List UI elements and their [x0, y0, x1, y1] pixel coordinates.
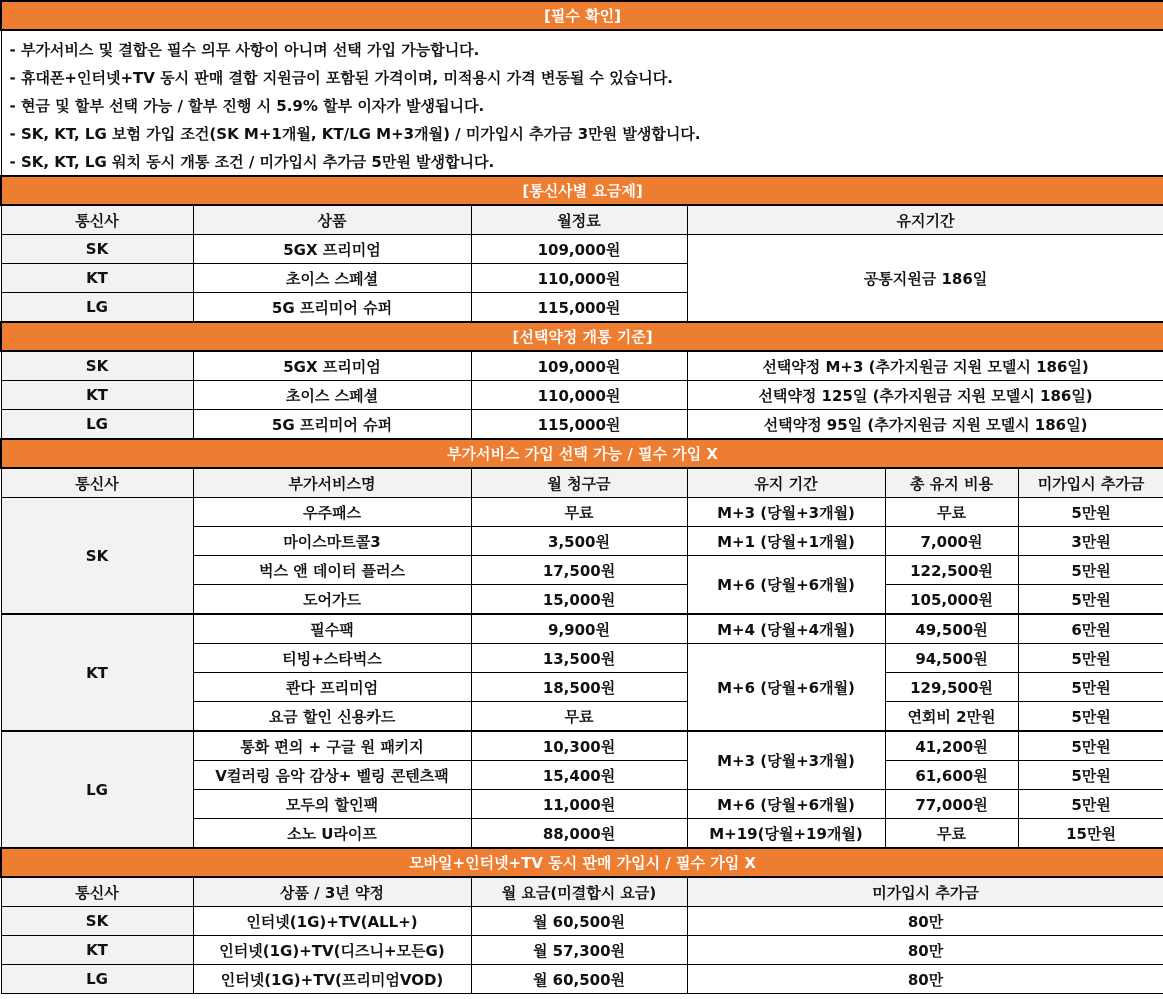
addon-penalty: 5만원: [1018, 556, 1163, 585]
col-header-penalty: 미가입시 추가금: [687, 877, 1163, 907]
addon-monthly: 무료: [471, 498, 687, 527]
col-header-product: 상품 / 3년 약정: [193, 877, 471, 907]
addon-penalty: 5만원: [1018, 673, 1163, 702]
carrier-cell: KT: [1, 936, 193, 965]
penalty-cell: 80만: [687, 907, 1163, 936]
product-cell: 5GX 프리미엄: [193, 351, 471, 381]
addon-period: M+6 (당월+6개월): [687, 644, 885, 732]
addon-period: M+3 (당월+3개월): [687, 498, 885, 527]
col-header-monthly: 월 청구금: [471, 468, 687, 498]
addon-total: 94,500원: [885, 644, 1018, 673]
carrier-cell: LG: [1, 965, 193, 994]
carrier-cell: LG: [1, 293, 193, 323]
addon-name: 콴다 프리미엄: [193, 673, 471, 702]
table-row: [1, 907, 1163, 936]
col-header-carrier: 통신사: [1, 877, 193, 907]
product-cell: 5GX 프리미엄: [193, 235, 471, 264]
addon-name: 티빙+스타벅스: [193, 644, 471, 673]
carrier-cell: KT: [1, 614, 193, 731]
carrier-cell: LG: [1, 731, 193, 848]
addon-total: 연회비 2만원: [885, 702, 1018, 732]
carrier-cell: SK: [1, 351, 193, 381]
addon-name: V컬러링 음악 감상+ 벨링 콘텐츠팩: [193, 761, 471, 790]
product-cell: 초이스 스페셜: [193, 264, 471, 293]
table-row: [1, 936, 1163, 965]
notice-line: - 휴대폰+인터넷+TV 동시 판매 결합 지원금이 포함된 가격이며, 미적용시 가격 변동될 수 있습니다.: [1, 63, 1163, 91]
addon-monthly: 15,000원: [471, 585, 687, 615]
addon-monthly: 3,500원: [471, 527, 687, 556]
addon-period: M+6 (당월+6개월): [687, 556, 885, 615]
addon-penalty: 15만원: [1018, 819, 1163, 849]
carrier-cell: SK: [1, 907, 193, 936]
notice-line: - 현금 및 할부 선택 가능 / 할부 진행 시 5.9% 할부 이자가 발생됩니다.: [1, 91, 1163, 119]
addon-total: 61,600원: [885, 761, 1018, 790]
fee-cell: 115,000원: [471, 410, 687, 440]
addon-total: 41,200원: [885, 731, 1018, 761]
penalty-cell: 80만: [687, 936, 1163, 965]
addon-period: M+4 (당월+4개월): [687, 614, 885, 644]
table-row: [1, 498, 1163, 527]
col-header-period: 유지 기간: [687, 468, 885, 498]
addon-name: 도어가드: [193, 585, 471, 615]
addon-name: 마이스마트콜3: [193, 527, 471, 556]
table-row: [1, 351, 1163, 381]
addon-total: 122,500원: [885, 556, 1018, 585]
product-cell: 인터넷(1G)+TV(프리미엄VOD): [193, 965, 471, 994]
addons-title: 부가서비스 가입 선택 가능 / 필수 가입 X: [1, 439, 1163, 468]
addon-penalty: 6만원: [1018, 614, 1163, 644]
addon-penalty: 3만원: [1018, 527, 1163, 556]
col-header-carrier: 통신사: [1, 205, 193, 235]
addon-name: 소노 U라이프: [193, 819, 471, 849]
addon-penalty: 5만원: [1018, 761, 1163, 790]
fee-cell: 115,000원: [471, 293, 687, 323]
table-row: [1, 410, 1163, 440]
addon-total: 무료: [885, 819, 1018, 849]
col-header-penalty: 미가입시 추가금: [1018, 468, 1163, 498]
addon-name: 필수팩: [193, 614, 471, 644]
period-cell: 선택약정 95일 (추가지원금 지원 모델시 186일): [687, 410, 1163, 440]
product-cell: 5G 프리미어 슈퍼: [193, 293, 471, 323]
fee-cell: 월 60,500원: [471, 907, 687, 936]
col-header-period: 유지기간: [687, 205, 1163, 235]
addon-penalty: 5만원: [1018, 702, 1163, 732]
fee-cell: 109,000원: [471, 351, 687, 381]
addon-penalty: 5만원: [1018, 498, 1163, 527]
addon-name: 모두의 할인팩: [193, 790, 471, 819]
table-row: [1, 381, 1163, 410]
addon-total: 129,500원: [885, 673, 1018, 702]
addon-period: M+6 (당월+6개월): [687, 790, 885, 819]
product-cell: 인터넷(1G)+TV(ALL+): [193, 907, 471, 936]
addon-total: 무료: [885, 498, 1018, 527]
fee-cell: 109,000원: [471, 235, 687, 264]
addon-monthly: 10,300원: [471, 731, 687, 761]
col-header-carrier: 통신사: [1, 468, 193, 498]
addon-penalty: 5만원: [1018, 644, 1163, 673]
addon-period: M+19(당월+19개월): [687, 819, 885, 849]
carrier-cell: LG: [1, 410, 193, 440]
carrier-cell: KT: [1, 264, 193, 293]
addon-total: 7,000원: [885, 527, 1018, 556]
fee-cell: 월 57,300원: [471, 936, 687, 965]
carrier-cell: SK: [1, 235, 193, 264]
notice-line: - SK, KT, LG 워치 동시 개통 조건 / 미가입시 추가금 5만원 발생합니다.: [1, 147, 1163, 176]
addon-name: 벅스 앤 데이터 플러스: [193, 556, 471, 585]
fee-cell: 110,000원: [471, 264, 687, 293]
col-header-addon-name: 부가서비스명: [193, 468, 471, 498]
plans-title: [통신사별 요금제]: [1, 176, 1163, 205]
addon-monthly: 9,900원: [471, 614, 687, 644]
penalty-cell: 80만: [687, 965, 1163, 994]
addon-penalty: 5만원: [1018, 790, 1163, 819]
addon-period: M+1 (당월+1개월): [687, 527, 885, 556]
addon-monthly: 17,500원: [471, 556, 687, 585]
col-header-fee: 월 요금(미결합시 요금): [471, 877, 687, 907]
period-cell: 공통지원금 186일: [687, 235, 1163, 323]
col-header-fee: 월정료: [471, 205, 687, 235]
addon-total: 49,500원: [885, 614, 1018, 644]
table-row: [1, 731, 1163, 761]
bundle-title: 모바일+인터넷+TV 동시 판매 가입시 / 필수 가입 X: [1, 848, 1163, 877]
table-row: [1, 965, 1163, 994]
product-cell: 5G 프리미어 슈퍼: [193, 410, 471, 440]
addon-monthly: 15,400원: [471, 761, 687, 790]
carrier-cell: KT: [1, 381, 193, 410]
addon-monthly: 18,500원: [471, 673, 687, 702]
period-cell: 선택약정 125일 (추가지원금 지원 모델시 186일): [687, 381, 1163, 410]
addon-monthly: 13,500원: [471, 644, 687, 673]
addon-monthly: 11,000원: [471, 790, 687, 819]
addon-monthly: 무료: [471, 702, 687, 732]
selective-title: [선택약정 개통 기준]: [1, 322, 1163, 351]
fee-cell: 110,000원: [471, 381, 687, 410]
carrier-cell: SK: [1, 498, 193, 615]
notice-line: - 부가서비스 및 결합은 필수 의무 사항이 아니며 선택 가입 가능합니다.: [1, 30, 1163, 63]
addon-monthly: 88,000원: [471, 819, 687, 849]
table-row: [1, 235, 1163, 264]
period-cell: 선택약정 M+3 (추가지원금 지원 모델시 186일): [687, 351, 1163, 381]
notice-line: - SK, KT, LG 보험 가입 조건(SK M+1개월, KT/LG M+3개월) / 미가입시 추가금 3만원 발생합니다.: [1, 119, 1163, 147]
col-header-total: 총 유지 비용: [885, 468, 1018, 498]
product-cell: 초이스 스페셜: [193, 381, 471, 410]
fee-cell: 월 60,500원: [471, 965, 687, 994]
addon-period: M+3 (당월+3개월): [687, 731, 885, 790]
addon-total: 105,000원: [885, 585, 1018, 615]
product-cell: 인터넷(1G)+TV(디즈니+모든G): [193, 936, 471, 965]
addon-name: 우주패스: [193, 498, 471, 527]
addon-name: 통화 편의 + 구글 원 패키지: [193, 731, 471, 761]
col-header-product: 상품: [193, 205, 471, 235]
addon-name: 요금 할인 신용카드: [193, 702, 471, 732]
notice-title: [필수 확인]: [1, 1, 1163, 30]
addon-penalty: 5만원: [1018, 731, 1163, 761]
addon-penalty: 5만원: [1018, 585, 1163, 615]
addon-total: 77,000원: [885, 790, 1018, 819]
table-row: [1, 614, 1163, 644]
